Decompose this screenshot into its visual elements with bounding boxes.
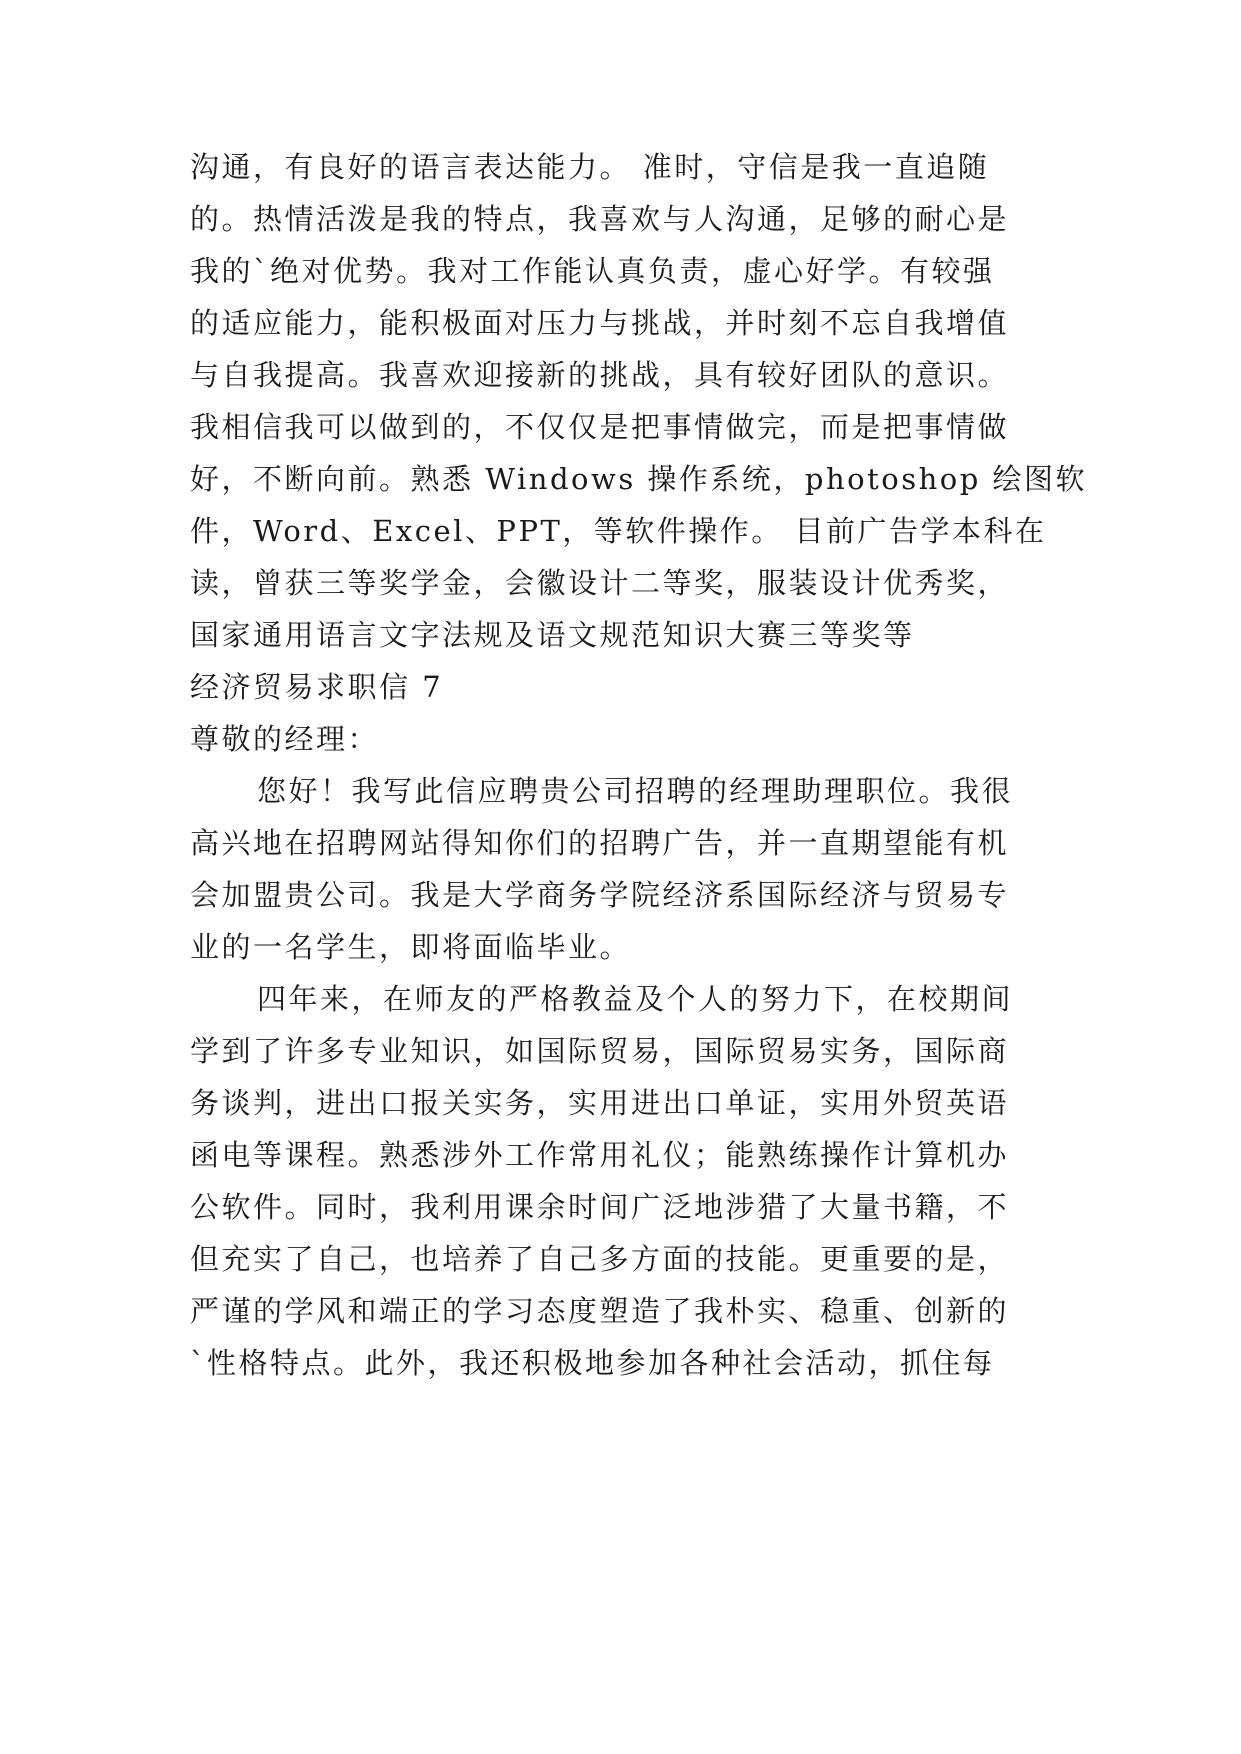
text-line: 读，曾获三等奖学金，会徽设计二等奖，服装设计优秀奖， [190, 566, 1010, 600]
text-line: 的适应能力，能积极面对压力与挑战，并时刻不忘自我增值 [190, 306, 1010, 340]
paragraph-line: 业的一名学生，即将面临毕业。 [190, 930, 632, 964]
text-line: 沟通，有良好的语言表达能力。 准时，守信是我一直追随 [190, 150, 990, 184]
paragraph-line: 学到了许多专业知识，如国际贸易，国际贸易实务，国际商 [190, 1034, 1010, 1068]
paragraph-line: 严谨的学风和端正的学习态度塑造了我朴实、稳重、创新的 [190, 1294, 1010, 1328]
text-line: 我相信我可以做到的，不仅仅是把事情做完，而是把事情做 [190, 410, 1010, 444]
text-line: 与自我提高。我喜欢迎接新的挑战，具有较好团队的意识。 [190, 358, 1010, 392]
paragraph-line: `性格特点。此外，我还积极地参加各种社会活动，抓住每 [190, 1346, 995, 1380]
letter-salutation: 尊敬的经理： [190, 722, 380, 756]
paragraph-line: 务谈判，进出口报关实务，实用进出口单证，实用外贸英语 [190, 1086, 1010, 1120]
paragraph-line: 您好！我写此信应聘贵公司招聘的经理助理职位。我很 [257, 774, 1014, 808]
paragraph-line: 四年来，在师友的严格教益及个人的努力下，在校期间 [257, 982, 1014, 1016]
paragraph-line: 高兴地在招聘网站得知你们的招聘广告，并一直期望能有机 [190, 826, 1010, 860]
text-line: 件，Word、Excel、PPT，等软件操作。 目前广告学本科在 [190, 514, 1047, 548]
paragraph-line: 但充实了自己，也培养了自己多方面的技能。更重要的是， [190, 1242, 1010, 1276]
text-line: 的。热情活泼是我的特点，我喜欢与人沟通，足够的耐心是 [190, 202, 1010, 236]
text-line: 国家通用语言文字法规及语文规范知识大赛三等奖等 [190, 618, 915, 652]
letter-title: 经济贸易求职信 7 [190, 670, 444, 704]
paragraph-line: 函电等课程。熟悉涉外工作常用礼仪；能熟练操作计算机办 [190, 1138, 1010, 1172]
text-line: 好，不断向前。熟悉 Windows 操作系统，photoshop 绘图软 [190, 462, 1088, 496]
paragraph-line: 公软件。同时，我利用课余时间广泛地涉猎了大量书籍，不 [190, 1190, 1010, 1224]
text-line: 我的`绝对优势。我对工作能认真负责，虚心好学。有较强 [190, 254, 995, 288]
paragraph-line: 会加盟贵公司。我是大学商务学院经济系国际经济与贸易专 [190, 878, 1010, 912]
